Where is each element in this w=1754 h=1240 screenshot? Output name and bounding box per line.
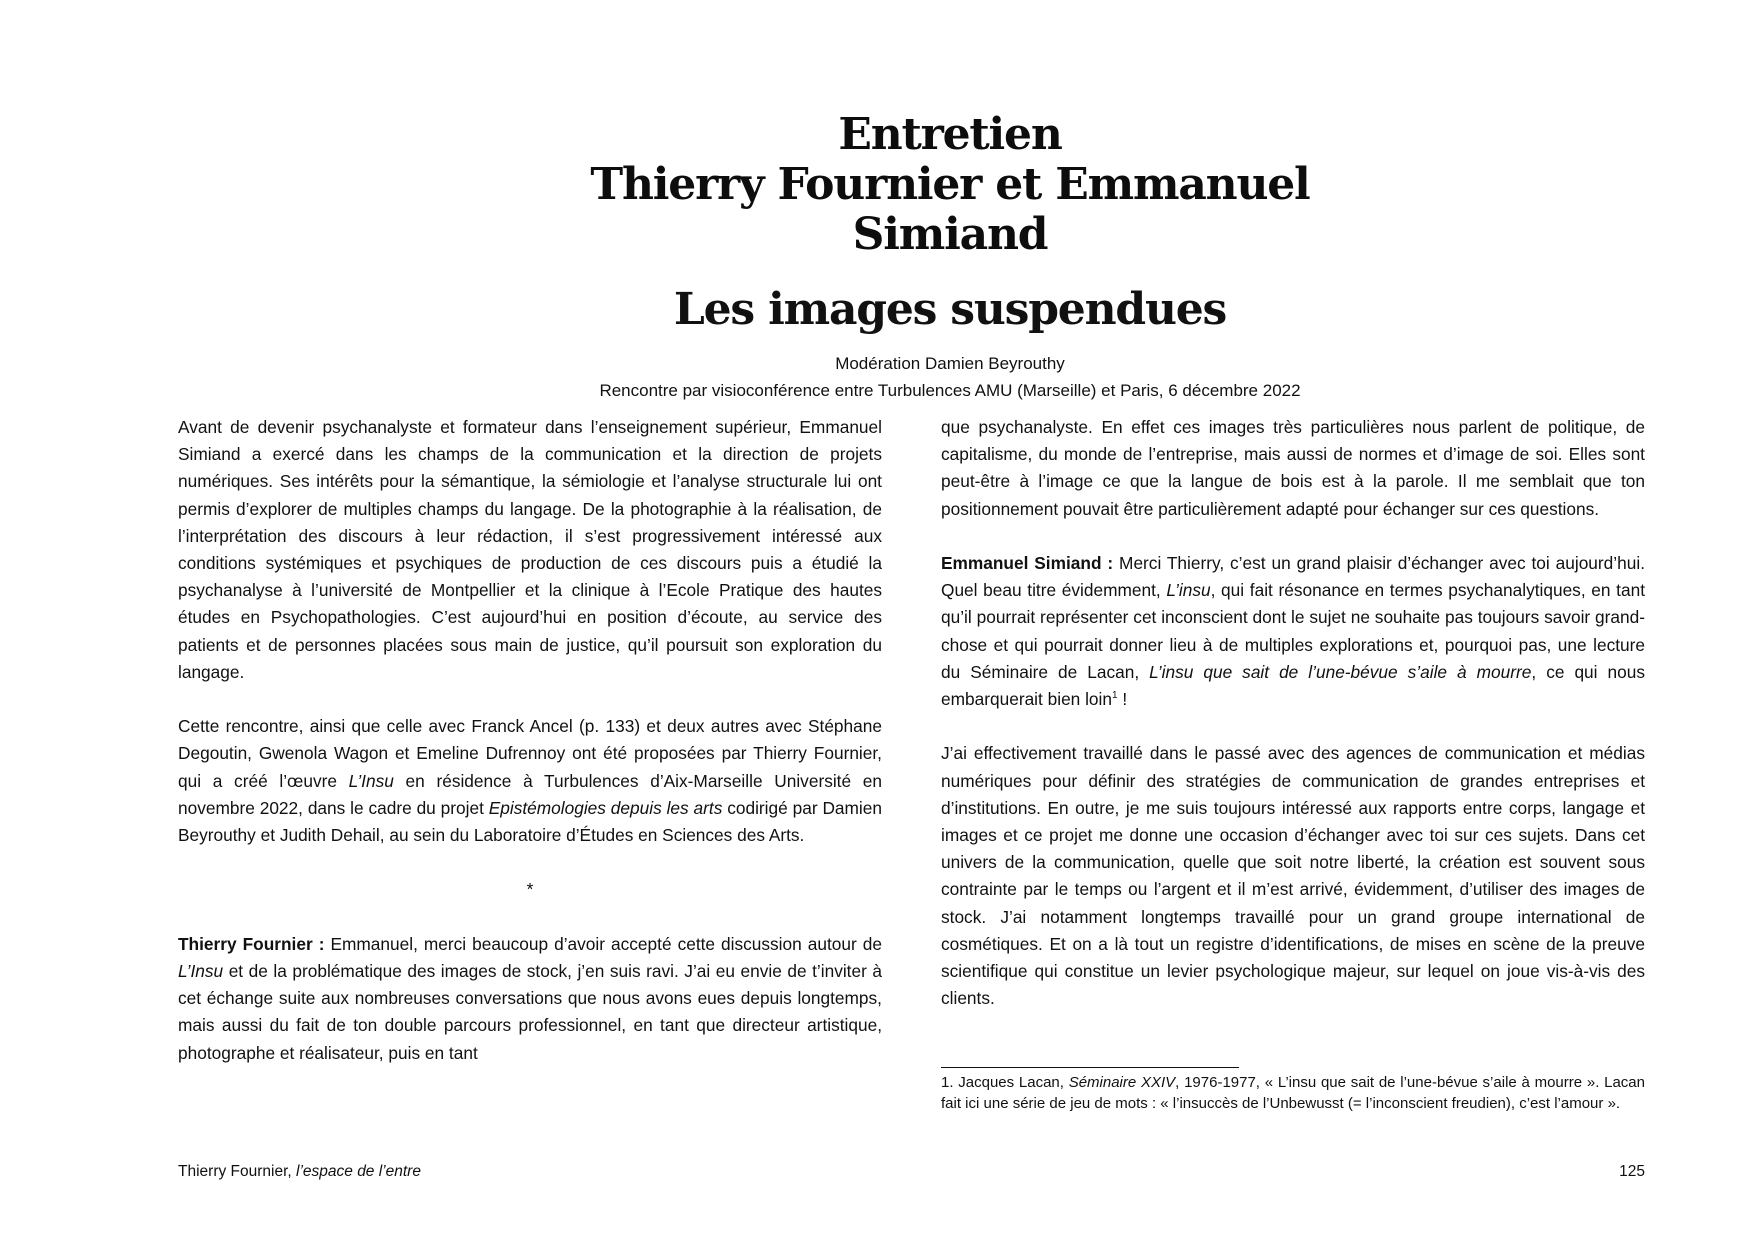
moderation-line: Modération Damien Beyrouthy: [835, 354, 1065, 373]
footnote-number: 1.: [941, 1074, 954, 1091]
dialogue-paragraph: J’ai effectivement travaillé dans le passé avec des agences de communication et médias numériques pour définir des stratégies de communication de grandes entreprises et d’institutions. En outre, je me suis toujours intéressé aux rapports entre corps, langage et images et ce projet me donne une occasion d’échanger avec toi sur ces sujets. Dans cet univers de la communication, quelle que soit notre liberté, la création est souvent sous contrainte par le temps ou l’argent et il m’est arrivé, évidemment, d’utiliser des images de stock. J’ai notamment longtemps travaillé pour un grand groupe international de cosmétiques. Et on a là tout un registre d’identifications, de mises en scène de la preuve scientifique qui constitue un levier psychologique majeur, sur lequel on joue vis-à-vis des clients.: [941, 743, 1645, 1009]
seminar-title: L’insu que sait de l’une-bévue s’aile à mourre: [1149, 661, 1532, 682]
work-title: L’insu: [1166, 580, 1211, 601]
article-header: [520, 110, 1380, 404]
page-number: 125: [1619, 1163, 1645, 1180]
context-paragraph: Cette rencontre, ainsi que celle avec Franck Ancel (p. 133) et deux autres avec Stéphane Degoutin, Gwenola Wagon et Emeline Dufrennoy ont été proposées par Thierry Fournier, qui a créé l’œuvre L’Insu en résidence à Turbulences d’Aix-Marseille Université en novembre 2022, dans le cadre du projet Epistémologies depuis les arts codirigé par Damien Beyrouthy et Judith Dehail, au sein du Laboratoire d’Études en Sciences des Arts.: [178, 716, 882, 846]
dialogue-paragraph: que psychanalyste. En effet ces images très particulières nous parlent de politique, de capitalisme, du monde de l’entreprise, mais aussi de normes et d’image de soi. Elles sont peut-être à l’image ce que la langue de bois est à la parole. Il me semblait que ton positionnement pouvait être particulièrement adapté pour échanger sur ces questions.: [941, 417, 1645, 519]
meta-info: [520, 350, 1380, 404]
footnote-work-title: Séminaire XXIV: [1068, 1074, 1176, 1091]
intro-paragraph: Avant de devenir psychanalyste et formateur dans l’enseignement supérieur, Emmanuel Simiand a exercé dans les champs de la communication et la direction de projets numériques. Ses intérêts pour la sémantique, la sémiologie et l’analyse structurale lui ont permis d’explorer de multiples champs du langage. De la photographie à la réalisation, de l’interprétation des discours à leur rédaction, il s’est progressivement intéressé aux conditions systémiques et psychiques de production de ces discours puis a étudié la psychanalyse à l’université de Montpellier et la clinique à l’Ecole Pratique des hautes études en Psychopathologies. C’est aujourd’hui en position d’écoute, au service des patients et de personnes placées sous main de justice, qu’il poursuit son exploration du langage.: [178, 417, 882, 682]
footer-book-title: l’espace de l’entre: [296, 1163, 421, 1180]
right-column: [941, 414, 1645, 1012]
title-participants: Thierry Fournier et Emmanuel Simiand: [590, 159, 1310, 260]
footnote-ref[interactable]: 1: [1112, 690, 1118, 702]
dialogue-paragraph: Thierry Fournier : Emmanuel, merci beaucoup d’avoir accepté cette discussion autour de L’Insu et de la problématique des images de stock, j’en suis ravi. J’ai eu envie de t’inviter à cet échange suite aux nombreuses conversations que nous avons eues depuis longtemps, mais aussi du fait de ton double parcours professionnel, en tant que directeur artistique, photographe et réalisateur, puis en tant: [178, 933, 882, 1063]
running-footer: [178, 1162, 421, 1182]
article-subtitle: Les images suspendues: [673, 284, 1227, 335]
project-title: Epistémologies depuis les arts: [488, 797, 723, 818]
footnote-divider: [941, 1067, 1239, 1068]
title-entretien: Entretien: [838, 109, 1062, 160]
speaker-name: Emmanuel Simiand :: [941, 553, 1114, 573]
work-title: L’Insu: [348, 770, 394, 791]
dialogue-paragraph: Emmanuel Simiand : Merci Thierry, c’est un grand plaisir d’échanger avec toi aujourd’hui. Quel beau titre évidemment, L’insu, qui fait résonance en termes psychanalytiques, en tant qu’il pourrait représenter cet inconscient dont le sujet ne souhaite pas toujours savoir grand-chose et qui pourrait donner lieu à de multiples explorations et, pourquoi pas, une lecture du Séminaire de Lacan, L’insu que sait de l’une-bévue s’aile à mourre, ce qui nous embarquerait bien loin$^1$ !: [941, 553, 1646, 710]
footnote: 1. Jacques Lacan, Séminaire XXIV, 1976-1977, « L’insu que sait de l’une-bévue s’aile à mourre ». Lacan fait ici une série de jeu de mots : « l’insuccès de l’Unbewusst (= l’inconscient freudien), c’est l’amour ».: [941, 1074, 1645, 1112]
work-title: L’Insu: [178, 961, 224, 982]
section-separator: *: [526, 879, 534, 900]
meeting-line: Rencontre par visioconférence entre Turbulences AMU (Marseille) et Paris, 6 décembre 2022: [599, 381, 1301, 400]
left-column: [178, 414, 882, 1067]
footer-author: Thierry Fournier,: [178, 1163, 297, 1180]
speaker-name: Thierry Fournier :: [178, 933, 325, 954]
